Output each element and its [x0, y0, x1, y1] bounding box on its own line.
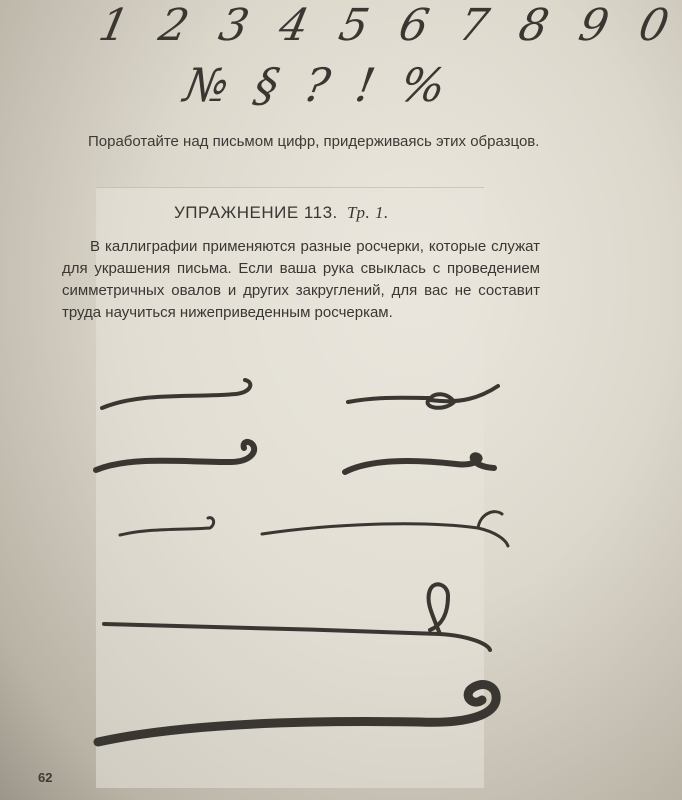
exercise-tr-reference: Тр. 1. [347, 203, 389, 222]
flourish-6 [262, 512, 508, 546]
page-number: 62 [38, 770, 53, 785]
flourish-3 [96, 442, 254, 470]
digit-samples: 1 2 3 4 5 6 7 8 9 0 [94, 0, 682, 51]
flourish-8 [98, 685, 496, 742]
exercise-number: УПРАЖНЕНИЕ 113. [174, 203, 338, 222]
instruction-text: Поработайте над письмом цифр, придерживаясь этих образцов. [88, 133, 540, 150]
exercise-text: В каллиграфии применяются разные росчерки, которые служат для украшения письма. Если ваша рука свыклась с проведением симметричных овалов и других закруглений, для вас не составит труда научиться нижеприведенным росчеркам. [62, 238, 540, 321]
flourish-5 [120, 518, 214, 535]
flourish-1 [102, 380, 250, 408]
symbol-samples: № § ? ! % [180, 58, 456, 112]
flourish-7 [104, 584, 490, 650]
flourish-4 [345, 455, 494, 472]
flourish-2 [348, 386, 498, 408]
